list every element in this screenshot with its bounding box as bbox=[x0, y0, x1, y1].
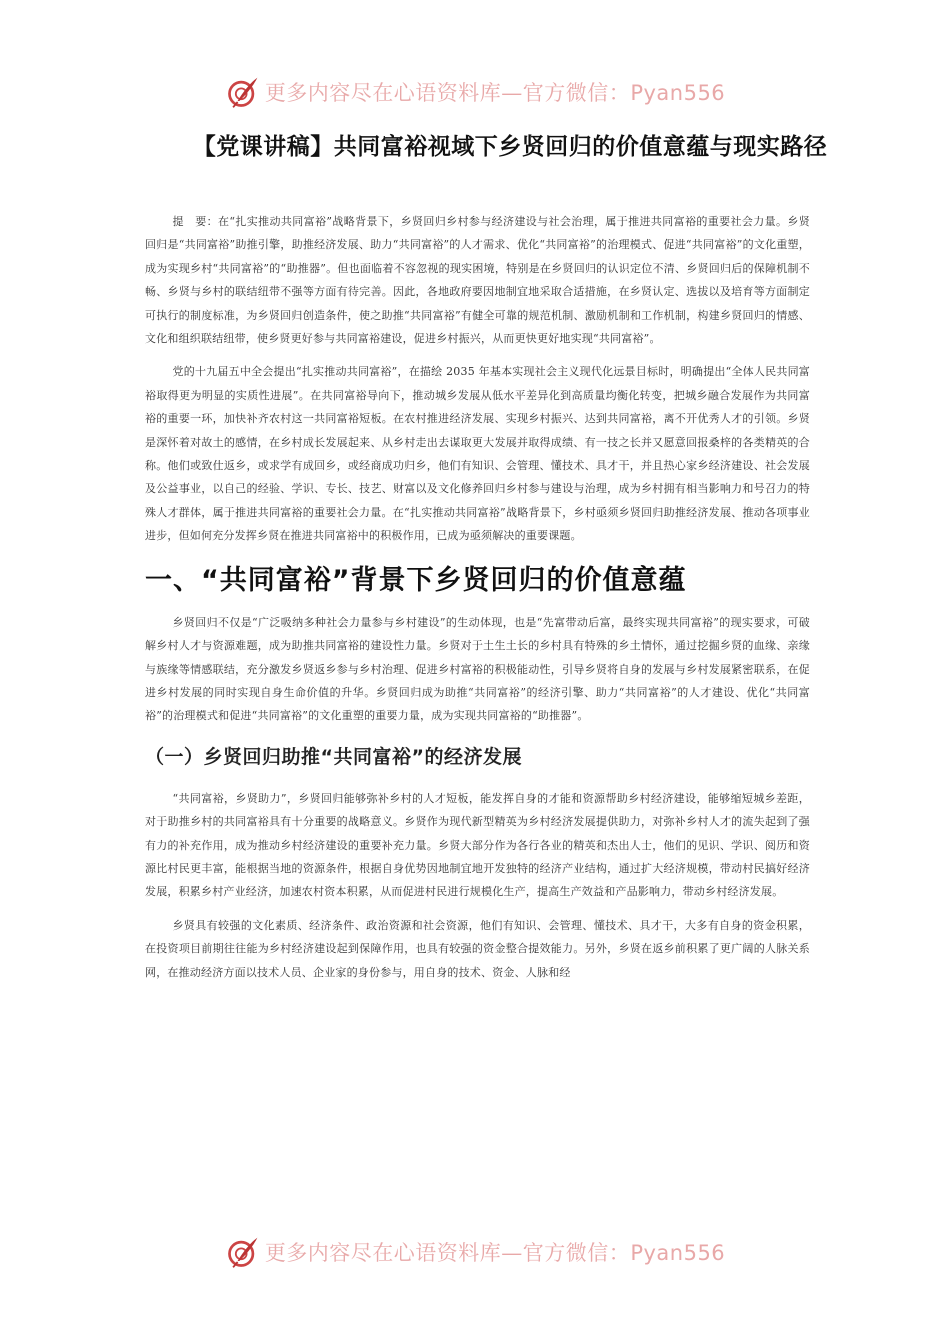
document-title: 【党课讲稿】共同富裕视域下乡贤回归的价值意蕴与现实路径 bbox=[192, 134, 828, 160]
footer-watermark-banner bbox=[0, 1230, 950, 1274]
intro-paragraph: 党的十九届五中全会提出“扎实推动共同富裕”，在描绘 2035 年基本实现社会主义现代化远景目标时，明确提出“全体人民共同富裕取得更为明显的实质性进展”。在共同富裕导向下，推动城乡发展从低水平差异化到高质量均衡化转变，把城乡融合发展作为共同富裕的重要一环，加快补齐农村这一共同富裕短板。在农村推进经济发展、实现乡村振兴、达到共同富裕，离不开优秀人才的引领。乡贤是深怀着对故土的感情，在乡村成长发展起来、从乡村走出去谋取更大发展并取得成绩、有一技之长并又愿意回报桑梓的各类精英的合称。他们或致仕返乡，或求学有成回乡，或经商成功归乡，他们有知识、会管理、懂技术、具才干，并且热心家乡经济建设、社会发展及公益事业，以自己的经验、学识、专长、技艺、财富以及文化修养回归乡村参与建设与治理，成为乡村拥有相当影响力和号召力的特殊人才群体，属于推进共同富裕的重要社会力量。在“扎实推动共同富裕”战略背景下，乡村亟须乡贤回归助推经济发展、推动各项事业进步，但如何充分发挥乡贤在推进共同富裕中的积极作用，已成为亟须解决的重要课题。 bbox=[145, 365, 810, 543]
subsection-1-paragraph-2: 乡贤具有较强的文化素质、经济条件、政治资源和社会资源，他们有知识、会管理、懂技术、具才干，大多有自身的资金积累，在投资项目前期往往能为乡村经济建设起到保障作用，也具有较强的资金整合提效能力。另外，乡贤在返乡前积累了更广阔的人脉关系网，在推动经济方面以技术人员、企业家的身份参与，用自身的技术、资金、人脉和经 bbox=[145, 918, 810, 979]
watermark-text: 更多内容尽在心语资料库—官方微信： bbox=[264, 1241, 631, 1265]
watermark-text: 更多内容尽在心语资料库—官方微信： bbox=[264, 81, 631, 105]
section-heading-1: 一、“共同富裕”背景下乡贤回归的价值意蕴 bbox=[145, 564, 687, 596]
quill-pen-logo-icon bbox=[225, 1234, 261, 1270]
document-body bbox=[145, 210, 810, 994]
watermark-wechat-id: Pyan556 bbox=[630, 81, 726, 105]
section-1-paragraph: 乡贤回归不仅是“广泛吸纳多种社会力量参与乡村建设”的生动体现，也是“先富带动后富，最终实现共同富裕”的现实要求，可破解乡村人才与资源难题，成为助推共同富裕的建设性力量。乡贤对于土生土长的乡村具有特殊的乡土情怀，通过挖掘乡贤的血缘、亲缘与族缘等情感联结，充分激发乡贤返乡参与乡村治理、促进乡村富裕的积极能动性，引导乡贤将自身的发展与乡村发展紧密联系，在促进乡村发展的同时实现自身生命价值的升华。乡贤回归成为助推“共同富裕”的经济引擎、助力“共同富裕”的人才建设、优化“共同富裕”的治理模式和促进“共同富裕”的文化重塑的重要力量，成为实现共同富裕的“助推器”。 bbox=[145, 615, 810, 723]
abstract-paragraph: 提 要：在“扎实推动共同富裕”战略背景下，乡贤回归乡村参与经济建设与社会治理，属于推进共同富裕的重要社会力量。乡贤回归是“共同富裕”助推引擎，助推经济发展、助力“共同富裕”的人才需求、优化“共同富裕”的治理模式、促进“共同富裕”的文化重塑，成为实现乡村“共同富裕”的“助推器”。但也面临着不容忽视的现实困境，特别是在乡贤回归的认识定位不清、乡贤回归后的保障机制不畅、乡贤与乡村的联结纽带不强等方面有待完善。因此，各地政府要因地制宜地采取合适措施，在乡贤认定、选拔以及培育等方面制定可执行的制度标准，为乡贤回归创造条件，使之助推“共同富裕”有健全可靠的规范机制、激励机制和工作机制，构建乡贤回归的情感、文化和组织联结纽带，使乡贤更好参与共同富裕建设，促进乡村振兴，从而更快更好地实现“共同富裕”。 bbox=[145, 215, 810, 346]
watermark-wechat-id: Pyan556 bbox=[630, 1241, 726, 1265]
header-watermark-banner bbox=[0, 70, 950, 114]
quill-pen-logo-icon bbox=[225, 74, 261, 110]
subsection-1-paragraph-1: “共同富裕，乡贤助力”，乡贤回归能够弥补乡村的人才短板，能发挥自身的才能和资源帮助乡村经济建设，能够缩短城乡差距，对于助推乡村的共同富裕具有十分重要的战略意义。乡贤作为现代新型精英为乡村经济发展提供助力，对弥补乡村人才的流失起到了强有力的补充作用，成为推动乡村经济建设的重要补充力量。乡贤大部分作为各行各业的精英和杰出人士，他们的见识、学识、阅历和资源比村民更丰富，能根据当地的资源条件，根据自身优势因地制宜地开发独特的经济产业结构，通过扩大经济规模，带动村民搞好经济发展，积累乡村产业经济，加速农村资本积累，从而促进村民进行规模化生产，提高生产效益和产品影响力，带动乡村经济发展。 bbox=[145, 791, 810, 899]
subsection-heading-1: （一）乡贤回归助推“共同富裕”的经济发展 bbox=[145, 745, 522, 768]
